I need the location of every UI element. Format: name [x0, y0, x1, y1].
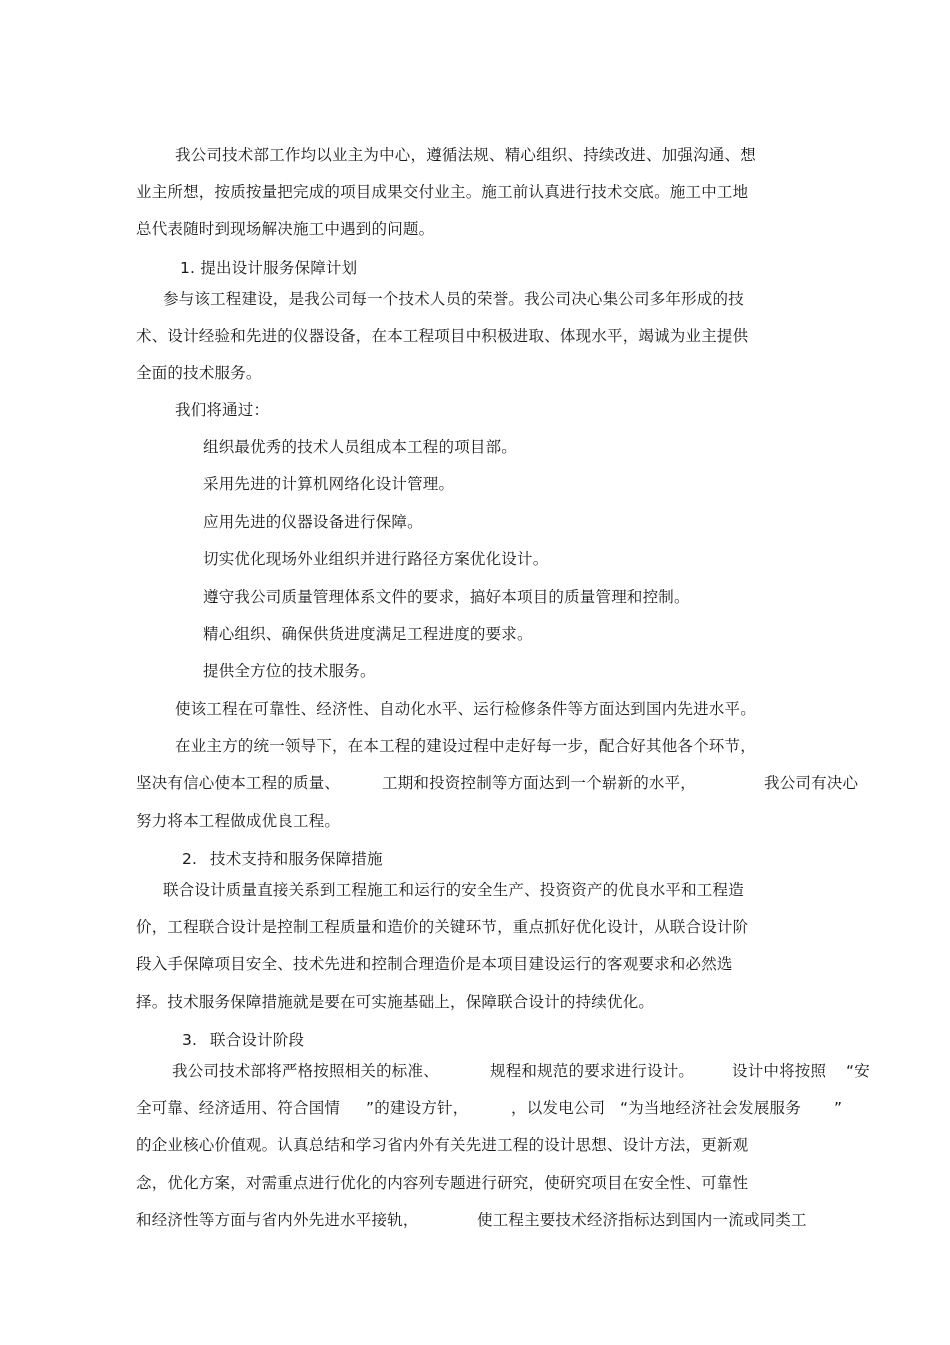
list-item: 遵守我公司质量管理体系文件的要求，搞好本项目的质量管理和控制。 [203, 588, 690, 606]
section-3-line-4: 念，优化方案，对需重点进行优化的内容列专题进行研究，使研究项目在安全性、可靠性 [136, 1174, 749, 1192]
list-item: 应用先进的仪器设备进行保障。 [203, 513, 423, 531]
section-1-closing-line-3: 努力将本工程做成优良工程。 [136, 812, 341, 830]
section-3-line-1c: 设计中将按照 [732, 1062, 827, 1080]
section-3-line-5b: 使工程主要技术经济指标达到国内一流或同类工 [477, 1211, 807, 1229]
section-1-closing-line-2c: 我公司有决心 [764, 774, 859, 792]
section-3-line-2d: “为当地经济社会发展服务 [620, 1099, 801, 1117]
section-2-para-line-1: 联合设计质量直接关系到工程施工和运行的安全生产、投资资产的优良水平和工程造 [163, 881, 744, 899]
section-1-heading: 1. 提出设计服务保障计划 [180, 259, 358, 277]
section-1-para-line-1: 参与该工程建设，是我公司每一个技术人员的荣誉。我公司决心集公司多年形成的技 [163, 290, 744, 308]
list-item: 精心组织、确保供货进度满足工程进度的要求。 [203, 625, 533, 643]
section-1-closing-line-1: 在业主方的统一领导下，在本工程的建设过程中走好每一步，配合好其他各个环节， [175, 737, 756, 755]
section-3-line-2e: ” [834, 1099, 843, 1117]
section-1-summary: 使该工程在可靠性、经济性、自动化水平、运行检修条件等方面达到国内先进水平。 [175, 700, 756, 718]
intro-line-1: 我公司技术部工作均以业主为中心，遵循法规、精心组织、持续改进、加强沟通、想 [175, 146, 756, 164]
section-1-closing-line-2b: 工期和投资控制等方面达到一个崭新的水平， [382, 774, 697, 792]
section-1-para-line-3: 全面的技术服务。 [136, 364, 262, 382]
section-3-line-1b: 规程和规范的要求进行设计。 [490, 1062, 695, 1080]
list-item: 采用先进的计算机网络化设计管理。 [203, 475, 455, 493]
section-1-closing-line-2a: 坚决有信心使本工程的质量、 [136, 774, 341, 792]
intro-line-3: 总代表随时到现场解决施工中遇到的问题。 [136, 220, 435, 238]
list-item: 切实优化现场外业组织并进行路径方案优化设计。 [203, 550, 549, 568]
section-3-line-2c: ，以发电公司 [511, 1099, 606, 1117]
section-2-number: 2. [182, 850, 198, 868]
section-2-para-line-2: 价，工程联合设计是控制工程质量和造价的关键环节，重点抓好优化设计，从联合设计阶 [136, 918, 749, 936]
section-3-line-2a: 全可靠、经济适用、符合国情 [136, 1099, 341, 1117]
section-3-line-2b: ”的建设方针， [366, 1099, 469, 1117]
section-2-para-line-3: 段入手保障项目安全、技术先进和控制合理造价是本项目建设运行的客观要求和必然选 [136, 955, 733, 973]
section-3-line-5a: 和经济性等方面与省内外先进水平接轨， [136, 1211, 419, 1229]
section-2-para-line-4: 择。技术服务保障措施就是要在可实施基础上，保障联合设计的持续优化。 [136, 993, 655, 1011]
section-3-title: 联合设计阶段 [210, 1031, 305, 1049]
section-3-line-1d: “安 [846, 1062, 870, 1080]
list-item: 组织最优秀的技术人员组成本工程的项目部。 [203, 438, 518, 456]
intro-line-2: 业主所想，按质按量把完成的项目成果交付业主。施工前认真进行技术交底。施工中工地 [136, 183, 749, 201]
list-item: 提供全方位的技术服务。 [203, 662, 376, 680]
section-3-number: 3. [182, 1031, 198, 1049]
section-1-lead: 我们将通过： [175, 401, 270, 419]
section-1-para-line-2: 术、设计经验和先进的仪器设备，在本工程项目中积极进取、体现水平，竭诚为业主提供 [136, 327, 749, 345]
section-2-title: 技术支持和服务保障措施 [210, 850, 383, 868]
section-3-line-1a: 我公司技术部将严格按照相关的标准、 [172, 1062, 439, 1080]
section-3-line-3: 的企业核心价值观。认真总结和学习省内外有关先进工程的设计思想、设计方法，更新观 [136, 1136, 749, 1154]
